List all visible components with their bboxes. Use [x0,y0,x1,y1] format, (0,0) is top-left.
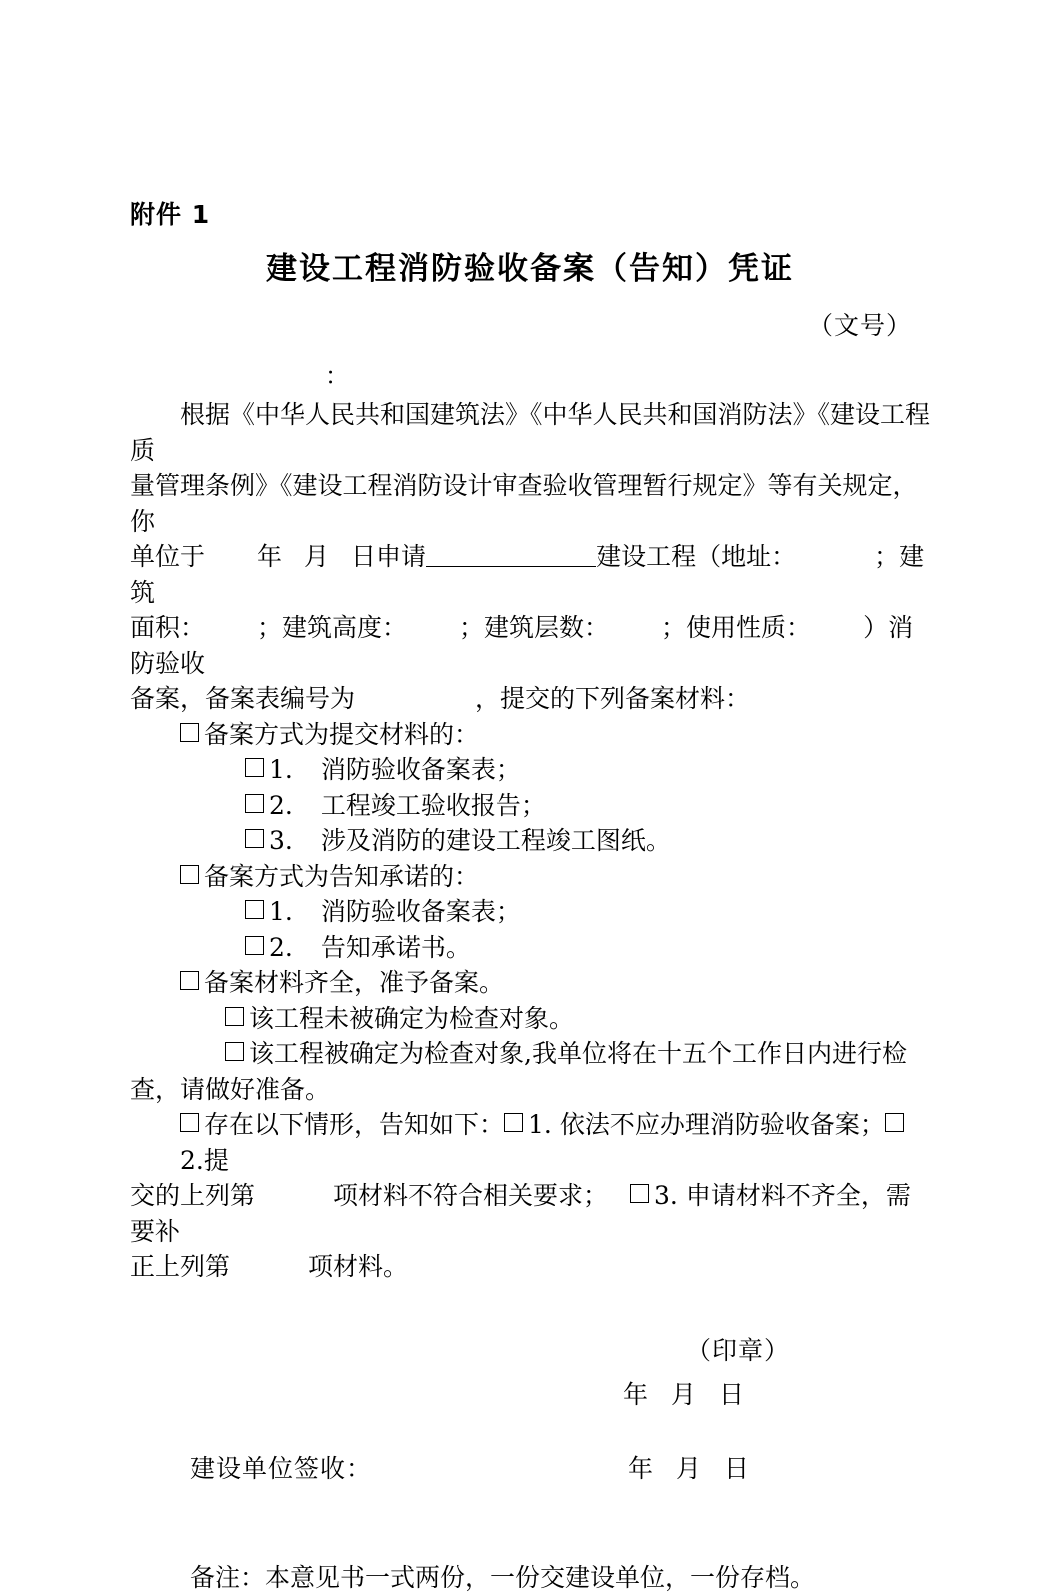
checkbox-option-inspected-label: 该工程被确定为检查对象,我单位将在十五个工作日内进行检 [249,1039,907,1068]
issue-line-3a: 正上列第 [130,1252,231,1281]
attachment-label: 附件 1 [130,200,211,229]
intro-line-2 [130,468,930,539]
list-item[interactable] [130,788,930,824]
checkbox-icon[interactable] [225,1042,244,1061]
list-item-number: 3. [269,826,293,855]
issue-line-3 [130,1249,930,1285]
checkbox-icon[interactable] [630,1184,649,1203]
intro-text-3f: ；建筑 [130,542,925,607]
checkbox-icon[interactable] [245,900,264,919]
intro-text-3e: 建设工程（地址： [596,542,797,571]
issue-item-3-label: 3. 申请材料不齐全，需要补 [130,1181,911,1246]
signature-date-year: 年 [627,1453,654,1483]
label-month: 月 [304,542,330,571]
list-item-label: 消防验收备案表； [320,755,521,784]
page-title: 建设工程消防验收备案（告知）凭证 [266,251,794,287]
label-year: 年 [257,542,283,571]
seal-label: （印章） [685,1335,790,1365]
checkbox-icon[interactable] [225,1007,244,1026]
label-record-number: 备案，备案表编号为 [130,684,356,713]
checkbox-icon[interactable] [504,1113,523,1132]
document-number: （文号） [807,311,912,340]
list-item-label: 告知承诺书。 [320,932,471,962]
signature-date-day: 日 [723,1453,750,1483]
intro-line-1 [130,397,930,468]
checkbox-option-submit-label: 备案方式为提交材料的： [204,719,480,749]
intro-text-3a: 单位于 [130,542,206,571]
list-item-label: 消防验收备案表； [320,897,521,926]
checkbox-icon[interactable] [885,1113,904,1132]
checkbox-icon[interactable] [245,758,264,777]
checkbox-option-issues-label: 存在以下情形，告知如下： [204,1110,505,1139]
issue-line-2b: 项材料不符合相关要求； [333,1181,609,1210]
checkbox-option-complete-label: 备案材料齐全，准予备案。 [204,968,505,997]
checkbox-option-commitment[interactable] [130,859,930,895]
intro-text-1: 根据《中华人民共和国建筑法》《中华人民共和国消防法》《建设工程质 [130,400,931,465]
list-item[interactable] [130,823,930,859]
issue-date-month: 月 [670,1379,697,1409]
checkbox-option-inspected-cont-label: 查，请做好准备。 [130,1074,331,1104]
label-floors: ；建筑层数： [459,613,610,642]
signature-date-month: 月 [675,1453,702,1483]
checkbox-option-submit[interactable] [130,717,930,753]
list-item-number: 2. [269,790,293,820]
intro-text-4e: ）消防验收 [130,613,914,678]
remark-note: 备注：本意见书一式两份，一份交建设单位，一份存档。 [190,1562,816,1592]
intro-text-2: 量管理条例》《建设工程消防设计审查验收管理暂行规定》等有关规定，你 [130,471,918,536]
checkbox-icon[interactable] [245,794,264,813]
checkbox-option-inspected-cont [130,1072,930,1108]
intro-line-3 [130,539,930,610]
signature-row [130,1449,930,1485]
intro-text-3d: 日申请 [351,542,427,571]
list-item-number: 1. [269,755,293,784]
signature-label: 建设单位签收： [190,1453,373,1483]
recipient-colon: ： [325,362,349,390]
list-item-label: 工程竣工验收报告； [320,790,546,820]
list-item-number: 2. [269,932,293,962]
checkbox-icon[interactable] [245,829,264,848]
checkbox-icon[interactable] [180,723,199,742]
issue-date-year: 年 [622,1379,649,1409]
list-item-number: 1. [269,897,293,926]
issue-date-day: 日 [718,1379,745,1409]
signature-date [628,1449,750,1485]
checkbox-icon[interactable] [180,1113,199,1132]
checkbox-icon[interactable] [245,936,264,955]
list-item[interactable] [130,894,930,930]
issue-item-2-label: 2.提 [180,1145,229,1175]
issue-line-2 [130,1178,930,1249]
intro-line-4 [130,610,930,681]
label-area: 面积： [130,613,206,642]
list-item[interactable] [130,930,930,966]
checkbox-icon[interactable] [180,865,199,884]
intro-text-5b: ，提交的下列备案材料： [475,684,751,713]
checkbox-option-not-inspected[interactable] [130,1001,930,1037]
checkbox-icon[interactable] [180,971,199,990]
checkbox-option-complete[interactable] [130,965,930,1001]
list-item[interactable] [130,752,930,788]
blank-project-name[interactable] [426,566,596,567]
checkbox-option-not-inspected-label: 该工程未被确定为检查对象。 [249,1003,575,1033]
intro-line-5 [130,681,930,717]
issue-item-1-label: 1. 依法不应办理消防验收备案； [528,1110,885,1139]
checkbox-option-issues[interactable] [130,1107,930,1178]
label-usage: ；使用性质： [661,613,812,642]
issue-line-3b: 项材料。 [308,1252,409,1281]
list-item-label: 涉及消防的建设工程竣工图纸。 [320,826,671,855]
checkbox-option-inspected[interactable] [130,1036,930,1072]
label-height: ；建筑高度： [257,613,408,642]
issue-line-2a: 交的上列第 [130,1181,256,1210]
issue-date [130,1375,930,1411]
checkbox-option-commitment-label: 备案方式为告知承诺的： [204,861,480,891]
